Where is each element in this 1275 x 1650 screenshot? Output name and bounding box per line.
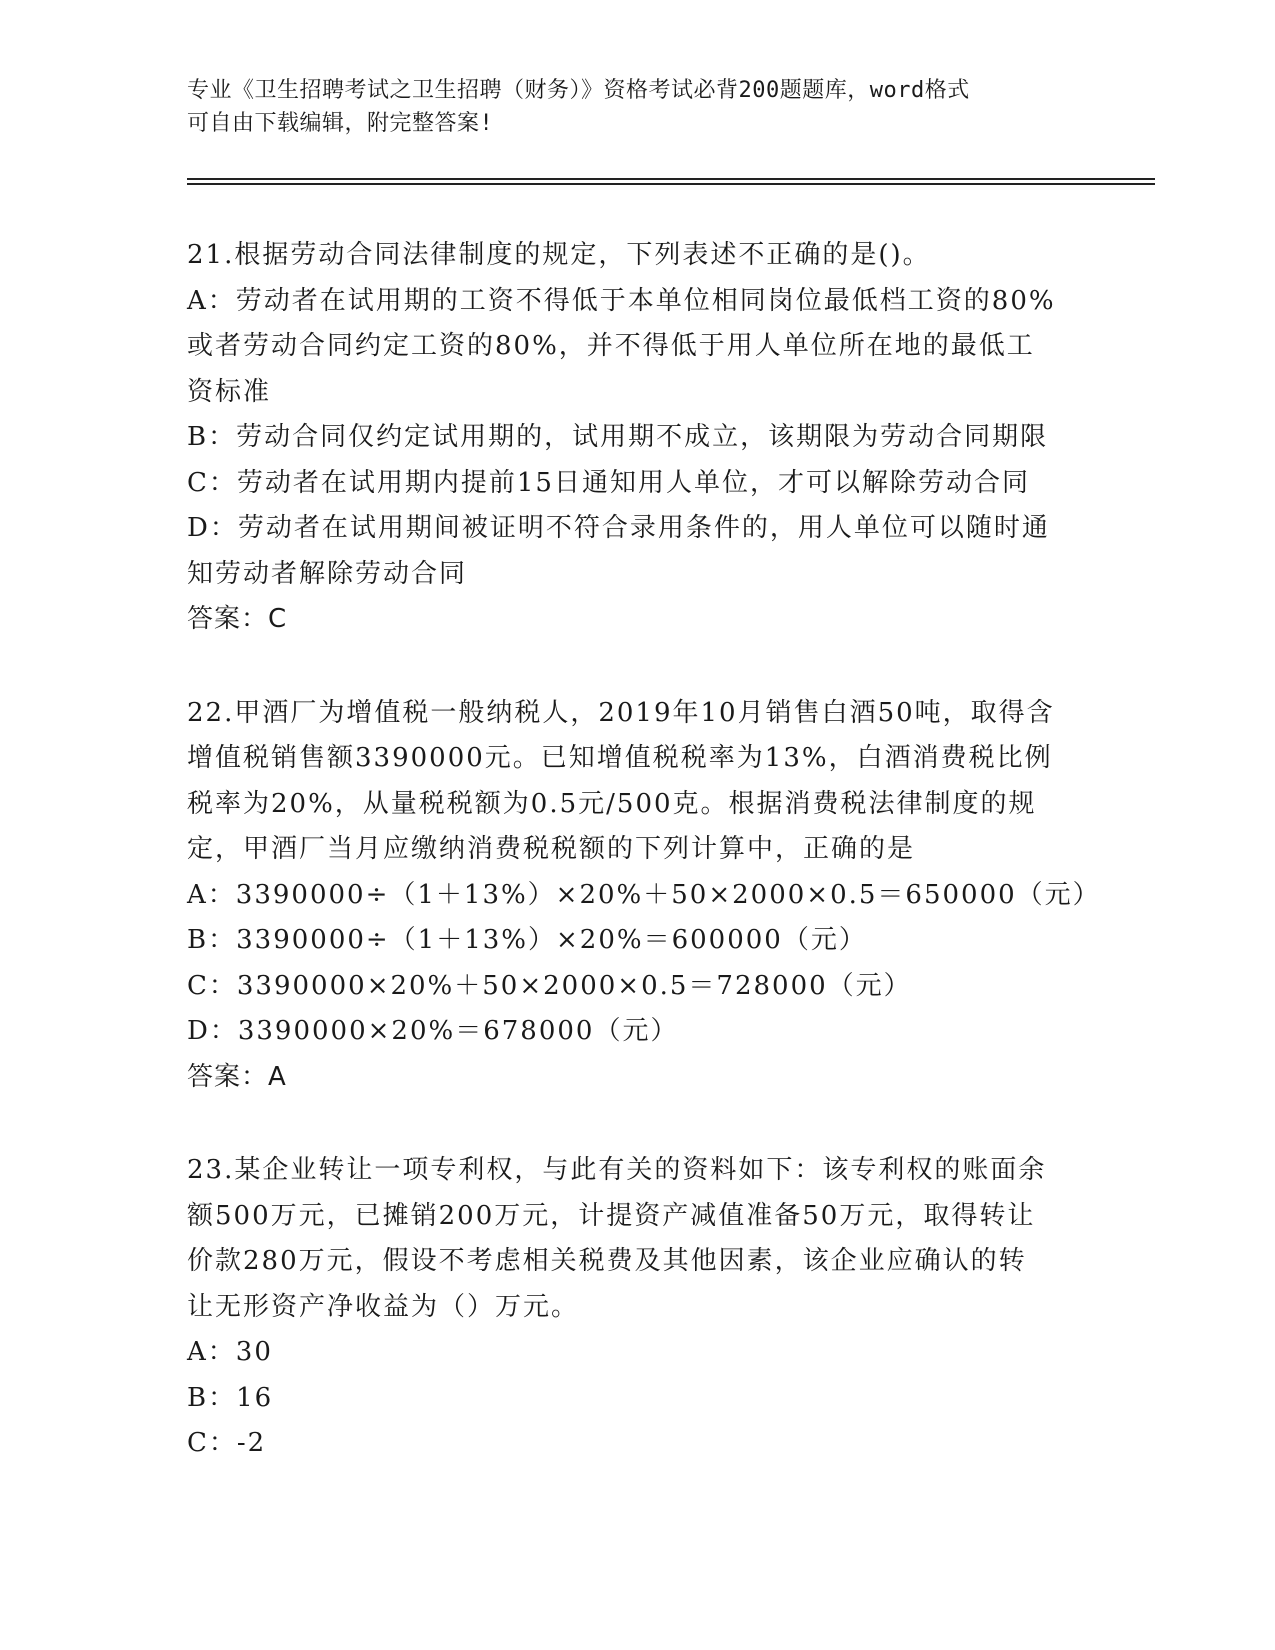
answer-label: 答案：C [187, 604, 288, 634]
option-a-continued: 资标准 [187, 376, 272, 407]
option-d: D：劳动者在试用期间被证明不符合录用条件的，用人单位可以随时通 [187, 513, 1050, 543]
option-c: C：劳动者在试用期内提前15日通知用人单位，才可以解除劳动合同 [187, 467, 1030, 498]
header-line-2: 可自由下载编辑，附完整答案! [187, 111, 494, 136]
option-a: A：3390000÷（1＋13%）×20%＋50×2000×0.5＝650000（元） [187, 879, 1101, 910]
option-c: C：3390000×20%＋50×2000×0.5＝728000（元） [187, 970, 912, 1001]
option-a: A：30 [187, 1337, 273, 1367]
header-divider-top [187, 178, 1155, 180]
option-d-continued: 知劳动者解除劳动合同 [187, 558, 468, 589]
question-stem-continued: 增值税销售额3390000元。已知增值税税率为13%，白酒消费税比例 [187, 743, 1053, 773]
header-line-1: 专业《卫生招聘考试之卫生招聘（财务）》资格考试必背200题题库，word格式 [187, 78, 970, 103]
option-c: C：-2 [187, 1428, 267, 1458]
option-d: D：3390000×20%＝678000（元） [187, 1016, 679, 1046]
question-list [187, 233, 1101, 1515]
question-stem: 23.某企业转让一项专利权，与此有关的资料如下：该专利权的账面余 [187, 1155, 1047, 1185]
option-b: B：劳动合同仅约定试用期的，试用期不成立，该期限为劳动合同期限 [187, 422, 1049, 452]
question-23 [187, 1148, 1087, 1467]
question-stem-continued: 税率为20%，从量税税额为0.5元/500克。根据消费税法律制度的规 [187, 788, 1037, 819]
option-a: A：劳动者在试用期的工资不得低于本单位相同岗位最低档工资的80% [187, 285, 1056, 316]
question-stem: 22.甲酒厂为增值税一般纳税人，2019年10月销售白酒50吨，取得含 [187, 697, 1055, 728]
question-stem-continued: 价款280万元，假设不考虑相关税费及其他因素，该企业应确认的转 [187, 1246, 1027, 1276]
question-21 [187, 233, 1087, 643]
option-a-continued: 或者劳动合同约定工资的80%，并不得低于用人单位所在地的最低工 [187, 331, 1035, 361]
document-header [187, 74, 1067, 140]
question-22 [187, 691, 1101, 1101]
question-stem-continued: 额500万元，已摊销200万元，计提资产减值准备50万元，取得转让 [187, 1200, 1036, 1231]
answer-label: 答案：A [187, 1061, 287, 1092]
option-b: B：3390000÷（1＋13%）×20%＝600000（元） [187, 925, 867, 955]
question-stem-continued: 定，甲酒厂当月应缴纳消费税税额的下列计算中，正确的是 [187, 834, 916, 864]
header-divider-bottom [187, 183, 1155, 185]
option-b: B：16 [187, 1382, 274, 1413]
question-stem: 21.根据劳动合同法律制度的规定，下列表述不正确的是()。 [187, 240, 931, 270]
question-stem-continued: 让无形资产净收益为（）万元。 [187, 1291, 580, 1322]
